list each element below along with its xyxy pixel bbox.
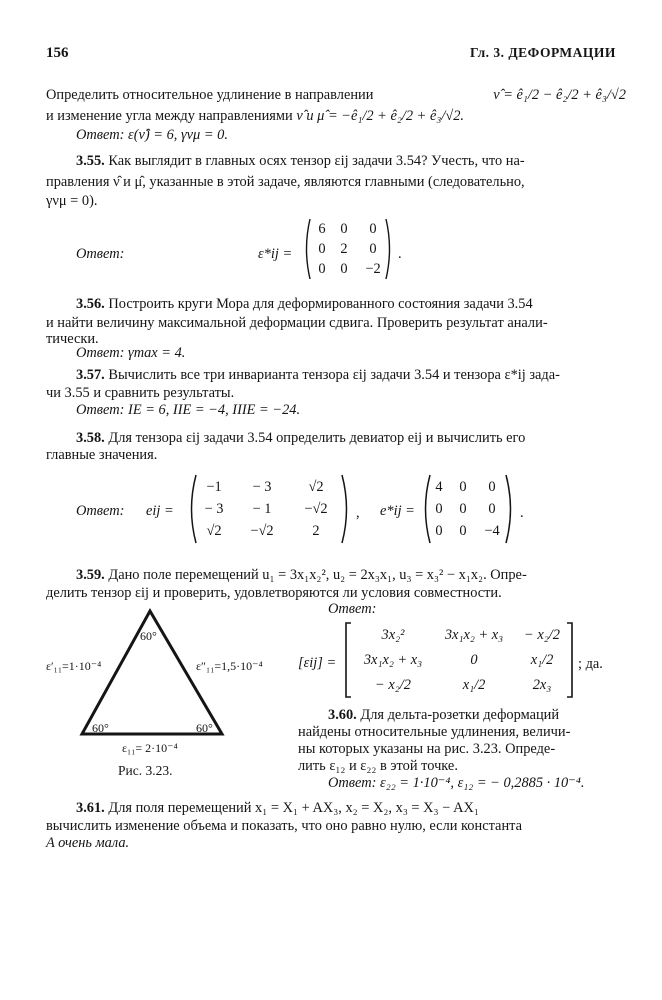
problem-3-58-trailing: . (520, 505, 524, 521)
problem-3-61-line-3: A очень мала. (46, 835, 130, 851)
problem-number: 3.61. (76, 800, 105, 816)
problem-3-57-line-1 (76, 366, 560, 384)
problem-text: Построить круги Мора для деформированного состояния задачи 3.54 (108, 296, 533, 312)
matrix-cell: 2x₃ (532, 677, 552, 693)
problem-3-56-line-2: и найти величину максимальной деформации сдвига. Проверить результат анали- (46, 315, 548, 331)
left-bracket-icon (344, 622, 352, 698)
running-title: Гл. 3. ДЕФОРМАЦИИ (470, 45, 616, 60)
matrix-cell: 0 (369, 221, 377, 237)
problem-3-55-matrix (302, 218, 394, 280)
matrix-cell: 0 (318, 261, 326, 277)
right-strain-label: ε″₁₁=1,5·10⁻⁴ (196, 659, 263, 673)
angle-top-label: 60° (140, 629, 157, 643)
problem-text: Для тензора εij задачи 3.54 определить девиатор eij и вычислить его (108, 430, 526, 446)
problem-text: Как выглядит в главных осях тензор εij задачи 3.54? Учесть, что на- (108, 153, 525, 169)
right-paren-icon (340, 474, 352, 544)
answer-value: ε₂₂ = 1·10⁻⁴, ε₁₂ = − 0,2885 · 10⁻⁴. (380, 775, 585, 791)
matrix-cell: 0 (459, 501, 467, 517)
answer-value: γmax = 4. (128, 345, 186, 361)
matrix-cell: 0 (488, 501, 496, 517)
problem-3-58-matrix-2 (420, 474, 516, 544)
answer-value: ε(ν̂) = 6, γνμ = 0. (128, 127, 228, 143)
matrix-cell: 4 (435, 479, 443, 495)
intro-line-1-text: Определить относительное удлинение в направлении (46, 87, 374, 103)
problem-3-55-line-3: γνμ = 0). (46, 193, 98, 209)
problem-number: 3.60. (328, 707, 357, 723)
matrix-cell: x₁/2 (530, 652, 554, 668)
problem-3-58-matrix-1 (186, 474, 352, 544)
problem-text: Вычислить все три инварианта тензора εij задачи 3.54 и тензора ε*ij зада- (108, 367, 560, 383)
triangle-rosette (40, 605, 290, 785)
matrix-cell: − x₂/2 (524, 627, 560, 643)
problem-number: 3.55. (76, 153, 105, 169)
matrix-cell: 0 (340, 221, 348, 237)
problem-3-58-answer-label: Ответ: (76, 503, 125, 519)
matrix-cell: 0 (340, 261, 348, 277)
matrix-cell: √2 (308, 479, 324, 495)
problem-3-55-matrix-label: ε*ij = (258, 246, 293, 262)
answer-value: IE = 6, IIE = −4, IIIE = −24. (128, 402, 301, 418)
matrix-cell: x₁/2 (462, 677, 486, 693)
matrix-cell: 0 (488, 479, 496, 495)
matrix-cell: √2 (206, 523, 222, 539)
bottom-strain-label: ε₁₁= 2·10⁻⁴ (122, 741, 178, 755)
intro-line-2 (46, 107, 464, 125)
matrix-cell: 3x₁x₂ + x₃ (444, 627, 504, 643)
matrix-cell: −1 (206, 479, 222, 495)
problem-text: Для поля перемещений x₁ = X₁ + AX₃, x₂ = X₂, x₃ = X₃ − AX₁ (108, 800, 479, 816)
left-strain-label: ε′₁₁=1·10⁻⁴ (46, 659, 102, 673)
matrix-cell: − 1 (252, 501, 272, 517)
answer-label: Ответ: (76, 402, 125, 418)
answer-label: Ответ: (76, 127, 125, 143)
problem-3-60-answer (328, 774, 584, 792)
problem-3-61-line-1 (76, 799, 479, 817)
matrix-2-label: e*ij = (380, 503, 415, 519)
angle-right-label: 60° (196, 721, 213, 735)
problem-3-60-line-4: лить ε₁₂ и ε₂₂ в этой точке. (298, 758, 458, 774)
problem-3-59-line-1 (76, 566, 527, 584)
matrix-cell: 0 (459, 479, 467, 495)
problem-3-60-line-3: ны которых указаны на рис. 3.23. Опреде- (298, 741, 556, 757)
matrix-cell: −2 (365, 261, 381, 277)
problem-3-57-answer (76, 401, 300, 419)
matrix-cell: 6 (318, 221, 326, 237)
problem-3-58-line-2: главные значения. (46, 447, 158, 463)
intro-line-1 (46, 86, 626, 104)
matrix-cell: − x₂/2 (375, 677, 411, 693)
problem-3-56-line-3: тически. (46, 331, 99, 347)
intro-line-2-formula: ν̂ и μ̂ = −ê₁/2 + ê₂/2 + ê₃/√2. (296, 108, 465, 124)
problem-3-59-answer-label: Ответ: (328, 601, 377, 617)
problem-3-61-line-2: вычислить изменение объема и показать, что оно равно нулю, если константа (46, 818, 522, 834)
matrix-cell: 0 (459, 523, 467, 539)
angle-left-label: 60° (92, 721, 109, 735)
left-paren-icon (302, 218, 312, 280)
problem-3-60-line-2: найдены относительные удлинения, величи- (298, 724, 571, 740)
page-number: 156 (46, 45, 69, 61)
matrix-separator: , (356, 505, 360, 521)
matrix-1-label: eij = (146, 503, 174, 519)
matrix-cell: 0 (470, 652, 478, 668)
problem-number: 3.58. (76, 430, 105, 446)
intro-line-2-text: и изменение угла между направлениями (46, 108, 293, 124)
figure-3-23 (40, 605, 290, 785)
matrix-cell: 2 (312, 523, 320, 539)
matrix-cell: 0 (369, 241, 377, 257)
intro-line-1-formula: ν̂ = ê₁/2 − ê₂/2 + ê₃/√2 (493, 87, 626, 103)
problem-text: Дано поле перемещений u₁ = 3x₁x₂², u₂ = 2x₃x₁, u₃ = x₃² − x₁x₂. Опре- (108, 567, 527, 583)
problem-3-57-line-2: чи 3.55 и сравнить результаты. (46, 385, 235, 401)
matrix-cell: 0 (435, 501, 443, 517)
problem-3-55-answer-label: Ответ: (76, 246, 125, 262)
problem-3-55-line-2: правления ν̂ и μ̂, указанные в этой задаче, являются главными (следовательно, (46, 174, 525, 190)
matrix-cell: 2 (340, 241, 348, 257)
answer-label: Ответ: (76, 345, 125, 361)
problem-number: 3.57. (76, 367, 105, 383)
matrix-cell: −√2 (250, 523, 274, 539)
matrix-cell: −4 (484, 523, 500, 539)
matrix-cell: 3x₁x₂ + x₃ (363, 652, 423, 668)
problem-number: 3.59. (76, 567, 105, 583)
matrix-cell: − 3 (252, 479, 272, 495)
matrix-cell: 0 (435, 523, 443, 539)
problem-3-55-trailing: . (398, 246, 402, 262)
problem-3-60-line-1 (328, 706, 559, 724)
matrix-cell: − 3 (204, 501, 224, 517)
problem-3-59-matrix (344, 622, 574, 698)
problem-3-59-line-2: делить тензор εij и проверить, удовлетворяются ли условия совместности. (46, 585, 502, 601)
problem-3-59-matrix-label: [εij] = (298, 655, 337, 671)
problem-text: Для дельта-розетки деформаций (360, 707, 560, 723)
problem-3-56-line-1 (76, 295, 533, 313)
problem-3-56-answer (76, 344, 185, 362)
matrix-cell: 3x₂² (381, 627, 405, 643)
problem-number: 3.56. (76, 296, 105, 312)
intro-answer (76, 126, 228, 144)
problem-3-55-line-1 (76, 152, 525, 170)
problem-3-59-trailing: ; да. (578, 656, 603, 672)
problem-3-58-line-1 (76, 429, 525, 447)
answer-label: Ответ: (328, 775, 377, 791)
figure-caption: Рис. 3.23. (118, 763, 173, 778)
matrix-cell: −√2 (304, 501, 328, 517)
matrix-cell: 0 (318, 241, 326, 257)
